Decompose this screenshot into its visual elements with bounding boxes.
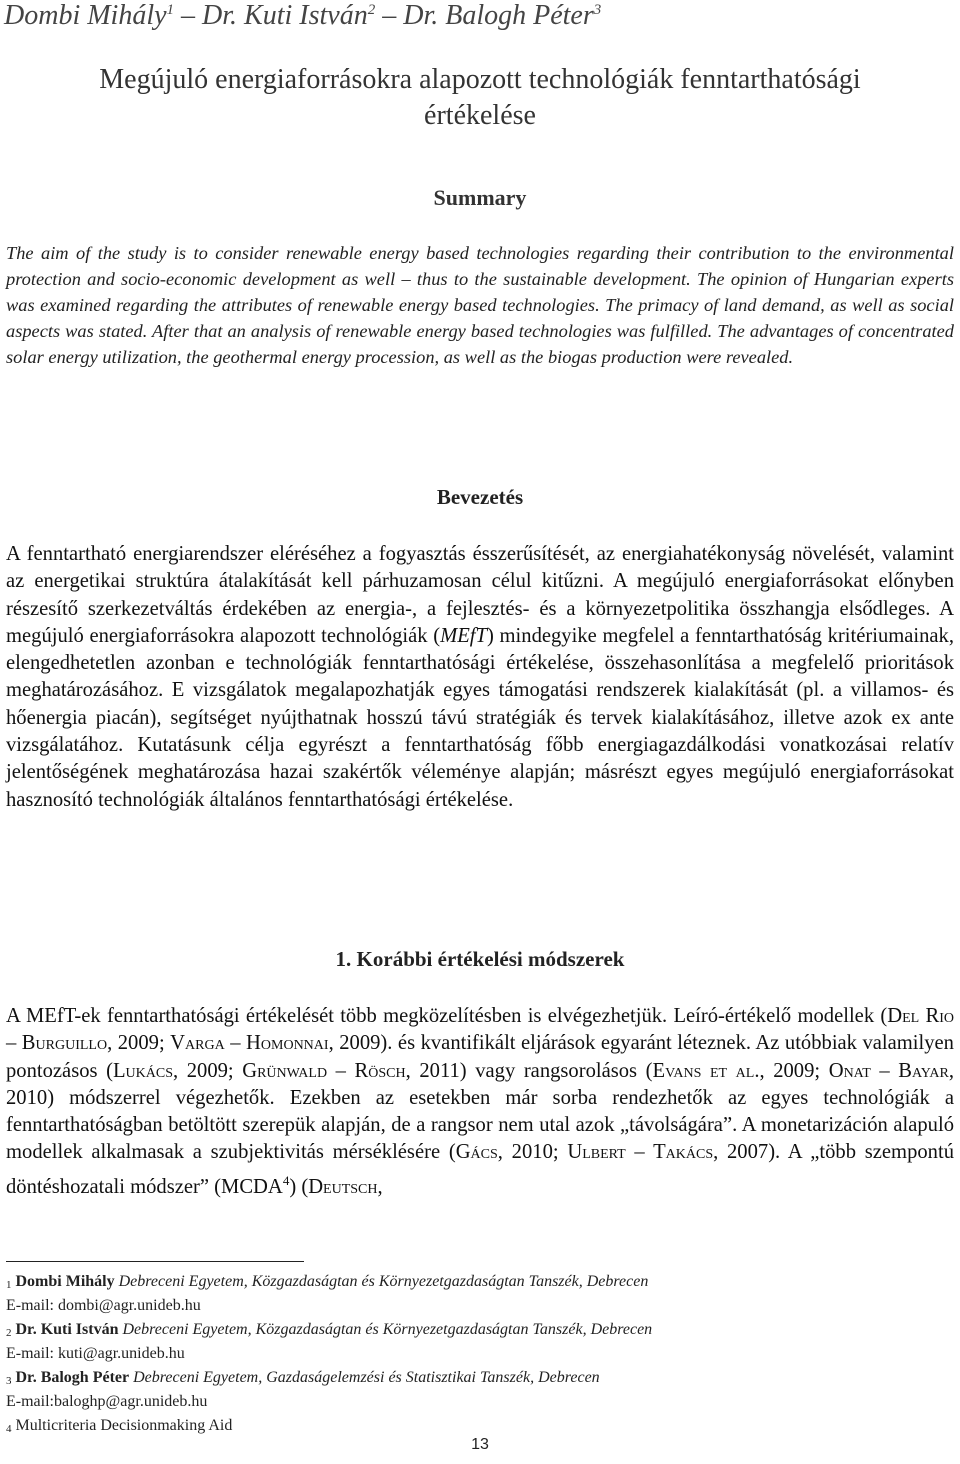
footnote-ref-2: 2 [367, 2, 376, 18]
title-line-1: Megújuló energiaforrásokra alapozott technológiák fenntarthatósági [99, 64, 861, 95]
footnote-number: 1 [6, 1279, 12, 1291]
sec1-text: , 2009). és kvantifikált eljárások egyaránt léteznek. Az utóbbiak valamilyen pontozásos ( [6, 1032, 954, 1082]
citation-author: Evans et al. [652, 1059, 760, 1082]
citation-author: Deutsch [308, 1175, 378, 1198]
footnote-1-email: E-mail: dombi@agr.unideb.hu [6, 1297, 201, 1314]
sec1-text: ) ( [289, 1175, 309, 1198]
intro-text-2: ) mindegyike megfelel a fenntarthatóság kritériumainak, elengedhetetlen azonban e technológiák fenntarthatósági értékelése, összehasonlítása a megfelelő prioritások meghatározásához. E vizsgálatok megalapozhatják egyes támogatási rendszerek kialakítását (pl. a villamos- és hőenergia piacán), segítséget nyújthatnak hosszú távú stratégiák és tervek kialakításához, illetve azok ex ante vizsgálatához. Kutatásunk célja egyrészt a fenntarthatóság főbb energiagazdálkodási vonatkozásai relatív jelentőségének meghatározása hazai szakértők véleménye alapján; másrészt egyes megújuló energiaforrásokat hasznosító technológiák általános fenntarthatósági értékelése. [6, 624, 954, 811]
sec1-text: A MEfT-ek fenntarthatósági értékelését több megközelítésben is elvégezhetjük. Leíró-értékelő modellek ( [6, 1005, 888, 1027]
footnote-2 [6, 1318, 946, 1342]
footnote-author: Kuti István [40, 1321, 119, 1338]
sec1-text: , 2011) vagy rangsorolásos ( [405, 1059, 653, 1082]
author-3: – Dr. Balogh Péter [375, 0, 594, 31]
footnote-author: Balogh Péter [40, 1369, 130, 1386]
title-line-2: értékelése [424, 100, 536, 131]
intro-paragraph [6, 541, 954, 814]
sec1-text: , 2009; [107, 1032, 171, 1055]
footnote-ref-3: 3 [593, 2, 602, 18]
footnote-affiliation: Debreceni Egyetem, Közgazdaságtan és Környezetgazdaságtan Tanszék, Debrecen [122, 1321, 653, 1338]
footnote-separator [6, 1261, 304, 1262]
citation-author: Gács [455, 1141, 498, 1164]
footnote-ref-4: 4 [282, 1172, 290, 1188]
author-1: Dombi Mihály [4, 0, 167, 31]
footnote-text: Multicriteria Decisionmaking Aid [15, 1417, 233, 1434]
intro-abbrev: MEfT [440, 624, 487, 647]
author-2: – Dr. Kuti István [174, 0, 368, 31]
footnote-3-email: E-mail:baloghp@agr.unideb.hu [6, 1393, 208, 1410]
citation-author: Varga – Homonnai [170, 1032, 329, 1055]
footnote-prefix: Dr. [15, 1369, 41, 1386]
sec1-text: , 2007). A „több szempontú döntéshozatali módszer” (MCDA [6, 1141, 954, 1198]
citation-author: Lukács [112, 1059, 173, 1082]
footnote-prefix: Dr. [15, 1321, 41, 1338]
footnote-3 [6, 1366, 946, 1390]
sec1-text: , 2009; [759, 1059, 829, 1082]
footnote-4 [6, 1414, 946, 1438]
sec1-text: , [377, 1175, 383, 1198]
section-1-paragraph [6, 1003, 954, 1201]
citation-author: Ulbert – Takács [567, 1141, 714, 1164]
footnote-2-email: E-mail: kuti@agr.unideb.hu [6, 1345, 185, 1362]
sec1-text: , 2010) módszerrel végezhetők. Ezekben az esetekben már sorba rendezhetők az egyes technológiák a fenntarthatóságban betöltött szerepük alapján, de a rangsor nem utal azok „távolságára”. A monetarizáción alapuló modellek alkalmasak a szubjektivitás mérséklésére ( [6, 1059, 954, 1164]
footnote-affiliation: Debreceni Egyetem, Közgazdaságtan és Környezetgazdaságtan Tanszék, Debrecen [118, 1273, 649, 1290]
sec1-text: , 2010; [497, 1141, 568, 1164]
citation-author: Grünwald – Rösch [242, 1059, 406, 1082]
intro-heading: Bevezetés [436, 485, 524, 509]
citation-author: Del Rio – Burguillo [6, 1005, 954, 1055]
paper-title [0, 62, 960, 134]
footnotes [6, 1270, 946, 1438]
footnote-affiliation: Debreceni Egyetem, Gazdaságelemzési és Statisztikai Tanszék, Debrecen [133, 1369, 600, 1386]
footnote-1 [6, 1270, 946, 1294]
section-1-heading: 1. Korábbi értékelési módszerek [335, 947, 625, 971]
footnote-number: 3 [6, 1375, 12, 1387]
author-line [4, 0, 601, 32]
sec1-text: , 2009; [173, 1059, 243, 1082]
page-number: 13 [471, 1436, 489, 1453]
footnote-number: 4 [6, 1423, 12, 1435]
footnote-number: 2 [6, 1327, 12, 1339]
citation-author: Onat – Bayar [828, 1059, 949, 1082]
footnote-ref-1: 1 [166, 2, 175, 18]
footnote-author: Dombi Mihály [15, 1273, 115, 1290]
intro-text-1: A fenntartható energiarendszer eléréséhez a fogyasztás ésszerűsítését, az energiahatékonyság növelését, valamint az energetikai struktúra átalakítását kell párhuzamosan célul kitűzni. A megújuló energiaforrásokat előnyben részesítő szerkezetváltás érdekében az energia-, a fejlesztés- és a környezetpolitika összhangja elsődleges. A megújuló energiaforrásokra alapozott technológiák ( [6, 543, 954, 647]
summary-heading: Summary [433, 185, 527, 210]
summary-paragraph: The aim of the study is to consider renewable energy based technologies regarding their contribution to the environmental protection and socio-economic development as well – thus to the sustainable development. The opinion of Hungarian experts was examined regarding the attributes of renewable energy based technologies. The primacy of land demand, as well as social aspects was stated. After that an analysis of renewable energy based technologies was fulfilled. The advantages of concentrated solar energy utilization, the geothermal energy procession, as well as the biogas production were revealed. [6, 243, 954, 367]
